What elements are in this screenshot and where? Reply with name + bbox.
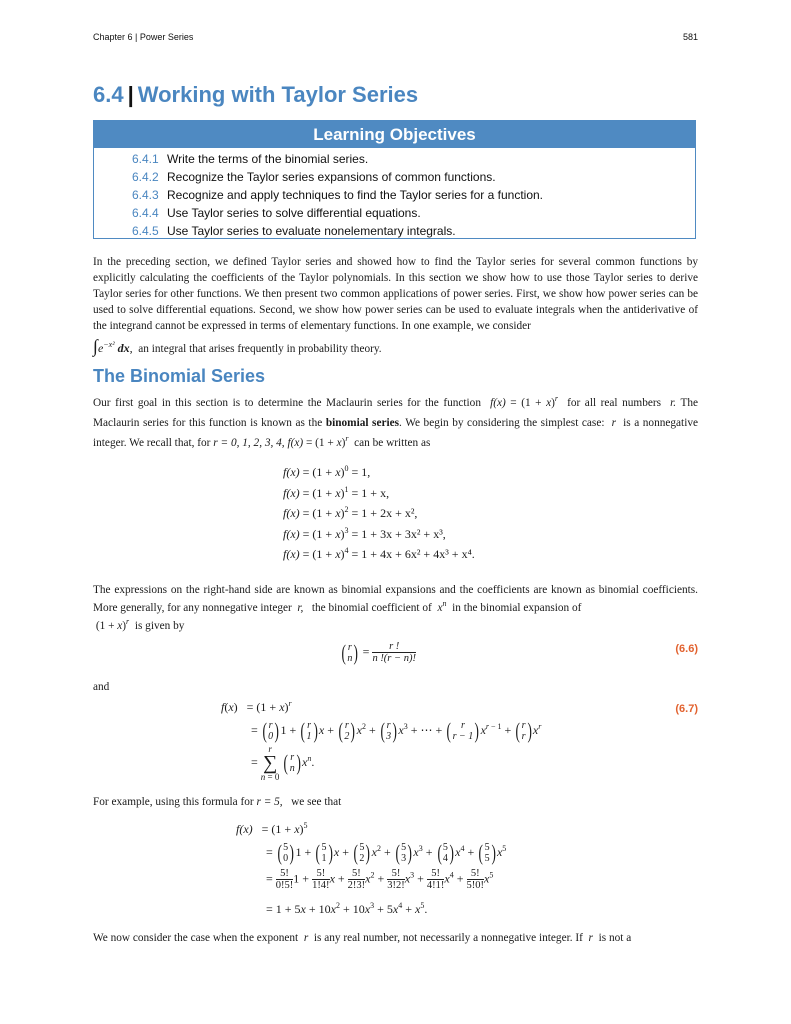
text-run: is given by bbox=[134, 620, 185, 632]
binomial-coefficient: ( r n ) bbox=[341, 639, 359, 665]
math-r: r bbox=[608, 417, 620, 429]
learning-objectives-list bbox=[94, 148, 695, 240]
objective-number: 6.4.1 bbox=[132, 152, 159, 166]
math-1-plus-x-r: $(1 + x)^r$ bbox=[95, 617, 130, 632]
objective-item bbox=[132, 204, 695, 222]
subsection-heading: The Binomial Series bbox=[93, 366, 266, 386]
objective-number: 6.4.5 bbox=[132, 224, 159, 238]
expansion-row: $f(x) = (1 + x)^2 = 1 + 2x + x^2$, bbox=[283, 505, 418, 520]
expansion-row: $f(x) = (1 + x)^0 = 1$, bbox=[283, 464, 371, 479]
binomial-paragraph-2 bbox=[93, 581, 698, 635]
text-run: is not a bbox=[598, 932, 632, 944]
math-f-of-x: $f(x) = (1 + x)^r$ bbox=[485, 394, 558, 409]
objective-text: Recognize the Taylor series expansions of common functions. bbox=[167, 170, 496, 184]
intro-paragraph bbox=[93, 254, 698, 357]
bold-term-binomial-series: binomial series bbox=[325, 417, 400, 429]
math-r-equals-5: r = 5, bbox=[256, 796, 283, 808]
text-run: We now consider the case when the exponent bbox=[93, 932, 299, 944]
binomial-paragraph-1 bbox=[93, 393, 698, 453]
eq-line: = $\frac{5!}{0!5!}$ 1 + $\frac{5!}{1!4!}$ x + $\frac{5!}{2!3!}$ $x^2$ + $\frac{5!}{3!2!}$ $x^3$ + $\frac{5!}{4!1!}$ $x^4$ + $\frac{5!}{5!0!}$ $x^5$ bbox=[266, 868, 494, 891]
objective-number: 6.4.3 bbox=[132, 188, 159, 202]
math-r: r, bbox=[294, 602, 310, 614]
integral-line bbox=[93, 338, 698, 357]
math-x-n: $x^n$ bbox=[434, 599, 447, 614]
integral-description: an integral that arises frequently in probability theory. bbox=[138, 343, 382, 355]
math-r: r bbox=[301, 932, 312, 944]
eq-line: = ( 5 0 )1 + ( 5 1 )x + ( 5 2 )$x^2$ + ( 5 3 )$x^3$ + ( 5 4 )$x^4$ + ( 5 5 )$x^5$ bbox=[266, 840, 507, 865]
eq-line: $f(x) = (1 + x)^5$ bbox=[236, 821, 308, 836]
text-run: is a nonnegative integer. We recall that, for bbox=[93, 417, 698, 449]
section-title-text: Working with Taylor Series bbox=[137, 82, 419, 107]
text-run: can be written as bbox=[354, 437, 431, 449]
objective-number: 6.4.4 bbox=[132, 206, 159, 220]
objective-text: Write the terms of the binomial series. bbox=[167, 152, 369, 166]
objective-item bbox=[132, 222, 695, 240]
eq-line: = r ∑ n = 0 ( r n )$x^n$. bbox=[251, 744, 315, 782]
math-r: r bbox=[585, 932, 596, 944]
text-run: For example, using this formula for bbox=[93, 796, 254, 808]
section-separator: | bbox=[127, 82, 134, 107]
binomial-paragraph-3 bbox=[93, 794, 698, 810]
expansion-row: $f(x) = (1 + x)^4 = 1 + 4x + 6x^2 + 4x^3 + x^4$. bbox=[283, 546, 475, 561]
integral-sign: ∫ bbox=[93, 336, 98, 356]
eq-line: $f(x) = (1 + x)^r$ bbox=[221, 699, 292, 714]
expansion-row: $f(x) = (1 + x)^3 = 1 + 3x + 3x^2 + x^3$, bbox=[283, 525, 446, 541]
text-run: we see that bbox=[291, 796, 342, 808]
integral-integrand: $e^{-x^2}$ dx, bbox=[97, 340, 133, 355]
intro-text: In the preceding section, we defined Taylor series and showed how to find the Taylor series for several common functions by explicitly calculating the coefficients of the Taylor polynomials. In this section we show how to use those Taylor series to derive Taylor series for other functions. We then present two common applications of power series. First, we show how power series can be used to solve differential equations. Second, we show how power series can be used to evaluate integrals when the antiderivative of the integrand cannot be expressed in terms of elementary functions. In one example, we consider bbox=[93, 256, 698, 332]
eq-line: = ( r 0 )1 + ( r 1 )x + ( r 2 )$x^2$ + ( r 3 )$x^3$ + ⋯ + ( r r − 1 )$x^{r - 1}$ + ( r r )$x^r$ bbox=[251, 718, 542, 743]
objective-item bbox=[132, 150, 695, 168]
expansion-row: $f(x) = (1 + x)^1 = 1 + x$, bbox=[283, 484, 390, 500]
and-text: and bbox=[93, 681, 110, 693]
learning-objectives-header: Learning Objectives bbox=[94, 121, 695, 148]
equation-number-6-7: (6.7) bbox=[675, 703, 698, 715]
text-run: in the binomial expansion of bbox=[452, 602, 582, 614]
text-run: The expressions on the right-hand side are known as binomial expansions and the coefficients are known as binomial coefficients. More generally, for any nonnegative integer bbox=[93, 584, 698, 614]
factorial-fraction: $\frac{r !}{n !(r - n)!}$ bbox=[372, 641, 416, 664]
chapter-label: Chapter 6 | Power Series bbox=[93, 32, 194, 42]
objective-number: 6.4.2 bbox=[132, 170, 159, 184]
text-run: The Maclaurin series for this function is known as the bbox=[93, 397, 699, 429]
learning-objectives-box bbox=[93, 120, 696, 239]
text-run: for all real numbers bbox=[567, 397, 662, 409]
text-run: . We begin by considering the simplest case: bbox=[399, 417, 605, 429]
text-run: Our first goal in this section is to determine the Maclaurin series for the function bbox=[93, 397, 481, 409]
equation-number-6-6: (6.6) bbox=[675, 643, 698, 655]
text-run: is any real number, not necessarily a nonnegative integer. If bbox=[313, 932, 583, 944]
objective-text: Use Taylor series to solve differential equations. bbox=[167, 206, 421, 220]
objective-item bbox=[132, 168, 695, 186]
binomial-paragraph-4 bbox=[93, 930, 698, 946]
math-r-values: r = 0, 1, 2, 3, 4, bbox=[213, 437, 285, 449]
page-number: 581 bbox=[682, 32, 698, 42]
binomial-expansion-list bbox=[283, 462, 475, 565]
objective-item bbox=[132, 186, 695, 204]
objective-text: Use Taylor series to evaluate nonelementary integrals. bbox=[167, 224, 456, 238]
section-title bbox=[93, 82, 418, 108]
eq-line: = $1 + 5x + 10x^2 + 10x^3 + 5x^4 + x^5$. bbox=[266, 901, 428, 916]
section-number: 6.4 bbox=[93, 82, 124, 107]
equation-6-6: ( r n ) = $\frac{r !}{n !(r - n)!}$ bbox=[341, 639, 416, 665]
math-f-of-x: $f(x) = (1 + x)^r$ bbox=[287, 434, 349, 449]
text-run: the binomial coefficient of bbox=[311, 602, 432, 614]
objective-text: Recognize and apply techniques to find the Taylor series for a function. bbox=[167, 188, 544, 202]
math-r: r. bbox=[665, 397, 677, 409]
